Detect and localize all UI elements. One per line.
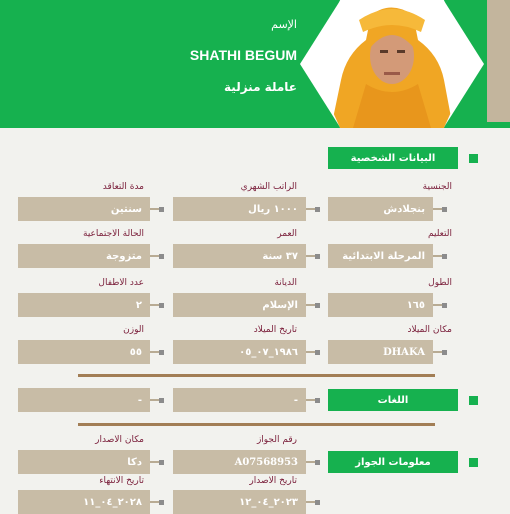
field-bullet-icon	[315, 207, 320, 212]
issue-place-label: مكان الاصدار	[95, 435, 144, 445]
birthplace-value: DHAKA	[328, 340, 433, 364]
section-bullet-icon	[469, 396, 478, 405]
field-bullet-icon	[159, 398, 164, 403]
field-bullet-icon	[315, 350, 320, 355]
expiry-date-label: تاريخ الانتهاء	[99, 476, 144, 486]
religion-label: الديانة	[274, 278, 297, 288]
candidate-name: SHATHI BEGUM	[189, 47, 297, 63]
age-value: ٣٧ سنة	[173, 244, 306, 268]
language-2-value: -	[173, 388, 306, 412]
field-bullet-icon	[315, 398, 320, 403]
field-bullet-icon	[159, 350, 164, 355]
birthplace-label: مكان الميلاد	[407, 325, 452, 335]
issue-date-value: ٢٠٢٣_٠٤_١٢	[173, 490, 306, 514]
section-bullet-icon	[469, 154, 478, 163]
passport-number-label: رقم الجواز	[256, 435, 297, 445]
field-bullet-icon	[315, 254, 320, 259]
field-bullet-icon	[159, 254, 164, 259]
section-passport-header: معلومات الجواز	[328, 451, 458, 473]
field-bullet-icon	[159, 207, 164, 212]
section-languages-header: اللغات	[328, 389, 458, 411]
marital-value: متزوجة	[18, 244, 150, 268]
profile-photo	[311, 0, 473, 128]
weight-value: ٥٥	[18, 340, 150, 364]
section-divider	[78, 374, 435, 377]
height-label: الطول	[428, 278, 452, 288]
field-bullet-icon	[315, 303, 320, 308]
age-label: العمر	[277, 229, 297, 239]
field-bullet-icon	[442, 303, 447, 308]
education-label: التعليم	[428, 229, 452, 239]
field-bullet-icon	[442, 254, 447, 259]
children-value: ٢	[18, 293, 150, 317]
contract-value: سنتين	[18, 197, 150, 221]
field-bullet-icon	[159, 500, 164, 505]
birthdate-label: تاريخ الميلاد	[253, 325, 297, 335]
marital-label: الحالة الاجتماعية	[83, 229, 144, 239]
occupation: عاملة منزلية	[224, 80, 297, 94]
field-bullet-icon	[159, 460, 164, 465]
section-personal-header: البيانات الشخصية	[328, 147, 458, 169]
section-bullet-icon	[469, 458, 478, 467]
salary-value: ١٠٠٠ ريال	[173, 197, 306, 221]
contract-label: مدة التعاقد	[102, 182, 144, 192]
height-value: ١٦٥	[328, 293, 433, 317]
name-label: الإسم	[271, 18, 297, 31]
issue-date-label: تاريخ الاصدار	[249, 476, 297, 486]
field-bullet-icon	[442, 350, 447, 355]
field-bullet-icon	[315, 500, 320, 505]
passport-number-value: A07568953	[173, 450, 306, 474]
birthdate-value: ١٩٨٦_٠٧_٠٥	[173, 340, 306, 364]
language-1-value: -	[18, 388, 150, 412]
education-value: المرحلة الابتدائية	[328, 244, 433, 268]
nationality-value: بنجلادش	[328, 197, 433, 221]
salary-label: الراتب الشهري	[240, 182, 297, 192]
field-bullet-icon	[315, 460, 320, 465]
nationality-label: الجنسية	[422, 182, 452, 192]
header-side-strip	[487, 0, 510, 122]
field-bullet-icon	[159, 303, 164, 308]
profile-photo-illustration	[311, 0, 473, 128]
religion-value: الإسلام	[173, 293, 306, 317]
section-divider	[78, 423, 435, 426]
weight-label: الوزن	[123, 325, 144, 335]
issue-place-value: دكا	[18, 450, 150, 474]
children-label: عدد الاطفال	[98, 278, 144, 288]
expiry-date-value: ٢٠٢٨_٠٤_١١	[18, 490, 150, 514]
field-bullet-icon	[442, 207, 447, 212]
